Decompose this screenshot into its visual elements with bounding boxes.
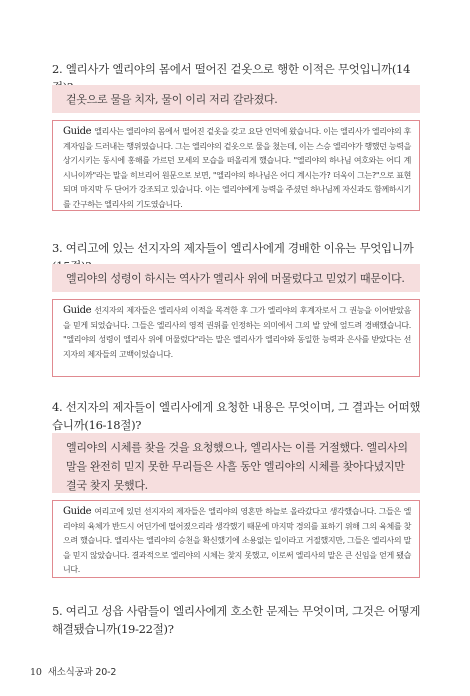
guide-label: Guide [63, 506, 92, 517]
guide-label: Guide [63, 126, 92, 137]
guide-box-3 [52, 299, 420, 377]
page-number: 10 [30, 667, 42, 678]
guide-text-3: 선지자의 제자들은 엘리사의 이적을 목격한 후 그가 엘리야의 후계자로서 그 권능을 이어받았음을 믿게 되었습니다. 그들은 엘리사의 영적 권위를 인정하는 의미에서 그의 발 앞에 엎드려 경배했습니다. "엘리야의 성령이 엘리사 위에 머물렀다"라는 말은 엘리사가 엘리야와 동일한 능력과 은사를 받았다는 선지자의 제자들의 고백이었습니다. [63, 306, 411, 359]
guide-text-2: 엘리사는 엘리야의 몸에서 떨어진 겉옷을 갖고 요단 언덕에 왔습니다. 이는 엘리사가 엘리야의 후계자임을 드러내는 행위였습니다. 그는 엘리야의 겉옷으로 물을 쳤는데, 이는 스승 엘리야가 행했던 능력을 상기시키는 동시에 홍해를 가르던 모세의 모습을 떠올리게 했습니다. "엘리야의 하나님 여호와는 어디 계시니이까"라는 말을 히브리어 원문으로 보면, "엘리야의 하나님은 어디 계시는가? 더욱이 그는?"으로 표현되며 마지막 두 단어가 강조되고 있습니다. 이는 엘리야에게 능력을 주셨던 하나님께 자신과도 함께하시기를 간구하는 엘리사의 기도였습니다. [63, 127, 411, 209]
answer-3: 엘리야의 성령이 하시는 역사가 엘리사 위에 머물렀다고 믿었기 때문이다. [52, 264, 420, 292]
guide-box-2 [52, 120, 420, 211]
page-footer [30, 664, 116, 678]
question-2: 2. 엘리사가 엘리야의 몸에서 떨어진 겉옷으로 행한 이적은 무엇입니까(14 [52, 62, 411, 76]
guide-text-4: 여리고에 있던 선지자의 제자들은 엘리야의 영혼만 하늘로 올라갔다고 생각했습니다. 그들은 엘리야의 육체가 반드시 어딘가에 떨어졌으리라 생각했기 때문에 마지막 경의를 표하기 위해 그의 육체를 찾으려 했습니다. 엘리사는 엘리야의 승천을 확신했기에 소용없는 일이라고 거절했지만, 그들은 엘리사의 말을 믿지 않았습니다. 결과적으로 엘리야의 시체는 찾지 못했고, 이로써 엘리사의 말은 큰 신임을 얻게 됐습니다. [63, 507, 411, 574]
guide-label: Guide [63, 305, 92, 316]
footer-title: 새소식공과 20-2 [47, 667, 117, 678]
answer-4: 엘리야의 시체를 찾을 것을 요청했으나, 엘리사는 이를 거절했다. 엘리사의 말을 완전히 믿지 못한 무리들은 사흘 동안 엘리야의 시체를 찾아다녔지만 결국 찾지 못했다. [52, 433, 420, 493]
answer-2: 겉옷으로 물을 치자, 물이 이리 저리 갈라졌다. [52, 85, 420, 113]
guide-box-4 [52, 500, 420, 578]
question-5: 5. 여리고 성읍 사람들이 엘리사에게 호소한 문제는 무엇이며, 그것은 어떻게 해결됐습니까(19-22절)? [52, 604, 421, 636]
question-3: 3. 여리고에 있는 선지자의 제자들이 엘리사에게 경배한 이유는 무엇입니까 [52, 241, 414, 255]
question-4: 4. 선지자의 제자들이 엘리사에게 요청한 내용은 무엇이며, 그 결과는 어떠했습니까(16-18절)? [52, 400, 421, 432]
